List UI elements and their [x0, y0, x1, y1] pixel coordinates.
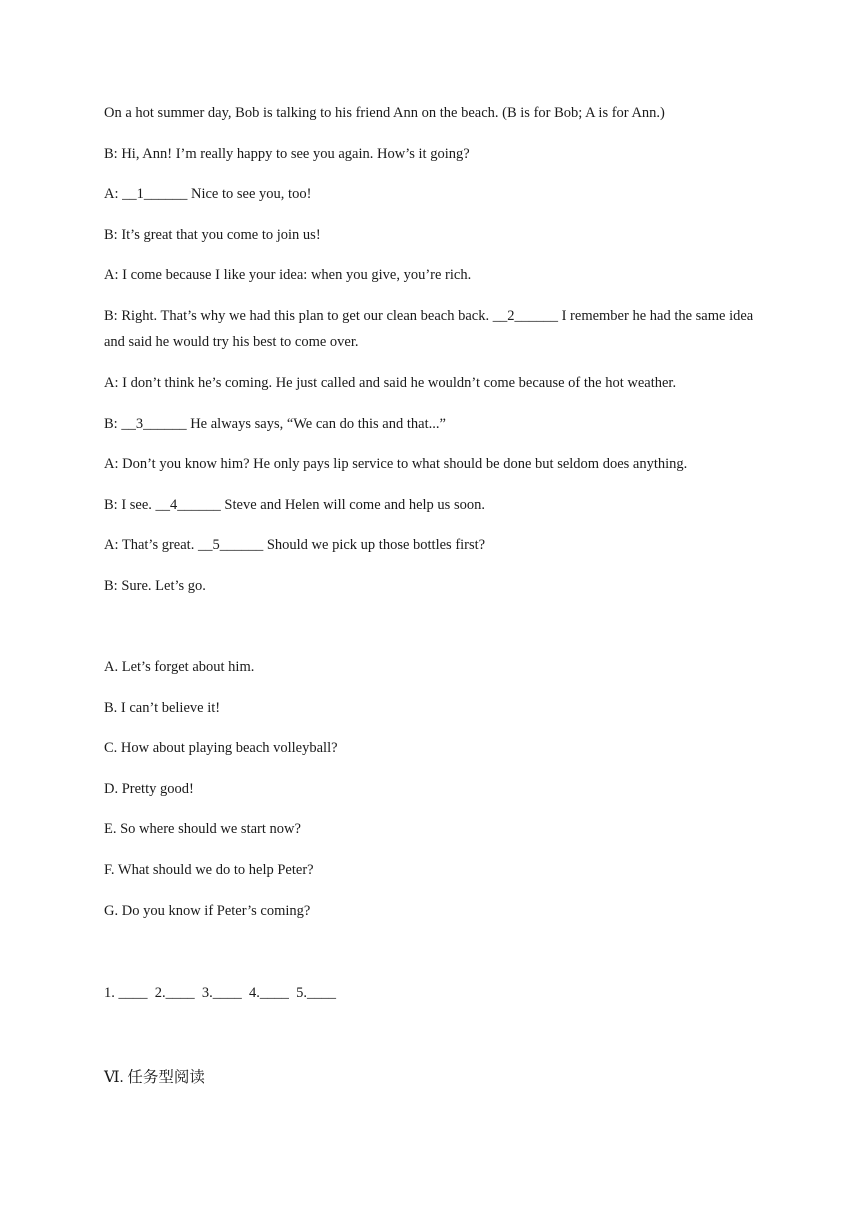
option-e: E. So where should we start now? [104, 821, 301, 837]
dialogue-line-1: B: Hi, Ann! I’m really happy to see you again. How’s it going? [104, 146, 470, 162]
section-heading: Ⅵ. 任务型阅读 [104, 1069, 205, 1086]
dialogue-line-10: A: That’s great. __5______ Should we pick up those bottles first? [104, 537, 486, 553]
dialogue-line-6: A: I don’t think he’s coming. He just called and said he wouldn’t come because of the hot weather. [104, 375, 677, 391]
option-a: A. Let’s forget about him. [104, 659, 255, 675]
dialogue-line-7: B: __3______ He always says, “We can do this and that...” [104, 416, 446, 432]
option-b: B. I can’t believe it! [104, 700, 221, 716]
option-d: D. Pretty good! [104, 781, 194, 797]
dialogue-line-3: B: It’s great that you come to join us! [104, 227, 321, 243]
answer-blanks: 1. ____ 2.____ 3.____ 4.____ 5.____ [104, 985, 336, 1001]
passage-intro: On a hot summer day, Bob is talking to his friend Ann on the beach. (B is for Bob; A is for Ann.) [104, 105, 665, 121]
dialogue-line-5: B: Right. That’s why we had this plan to get our clean beach back. __2______ I remember he had the same idea and said he would try his best to come over. [104, 308, 754, 350]
dialogue-line-9: B: I see. __4______ Steve and Helen will come and help us soon. [104, 497, 485, 513]
dialogue-line-11: B: Sure. Let’s go. [104, 578, 206, 594]
option-g: G. Do you know if Peter’s coming? [104, 903, 311, 919]
option-c: C. How about playing beach volleyball? [104, 740, 338, 756]
dialogue-line-4: A: I come because I like your idea: when you give, you’re rich. [104, 267, 472, 283]
dialogue-line-2: A: __1______ Nice to see you, too! [104, 186, 312, 202]
dialogue-line-8: A: Don’t you know him? He only pays lip service to what should be done but seldom does anything. [104, 456, 688, 472]
option-f: F. What should we do to help Peter? [104, 862, 314, 878]
